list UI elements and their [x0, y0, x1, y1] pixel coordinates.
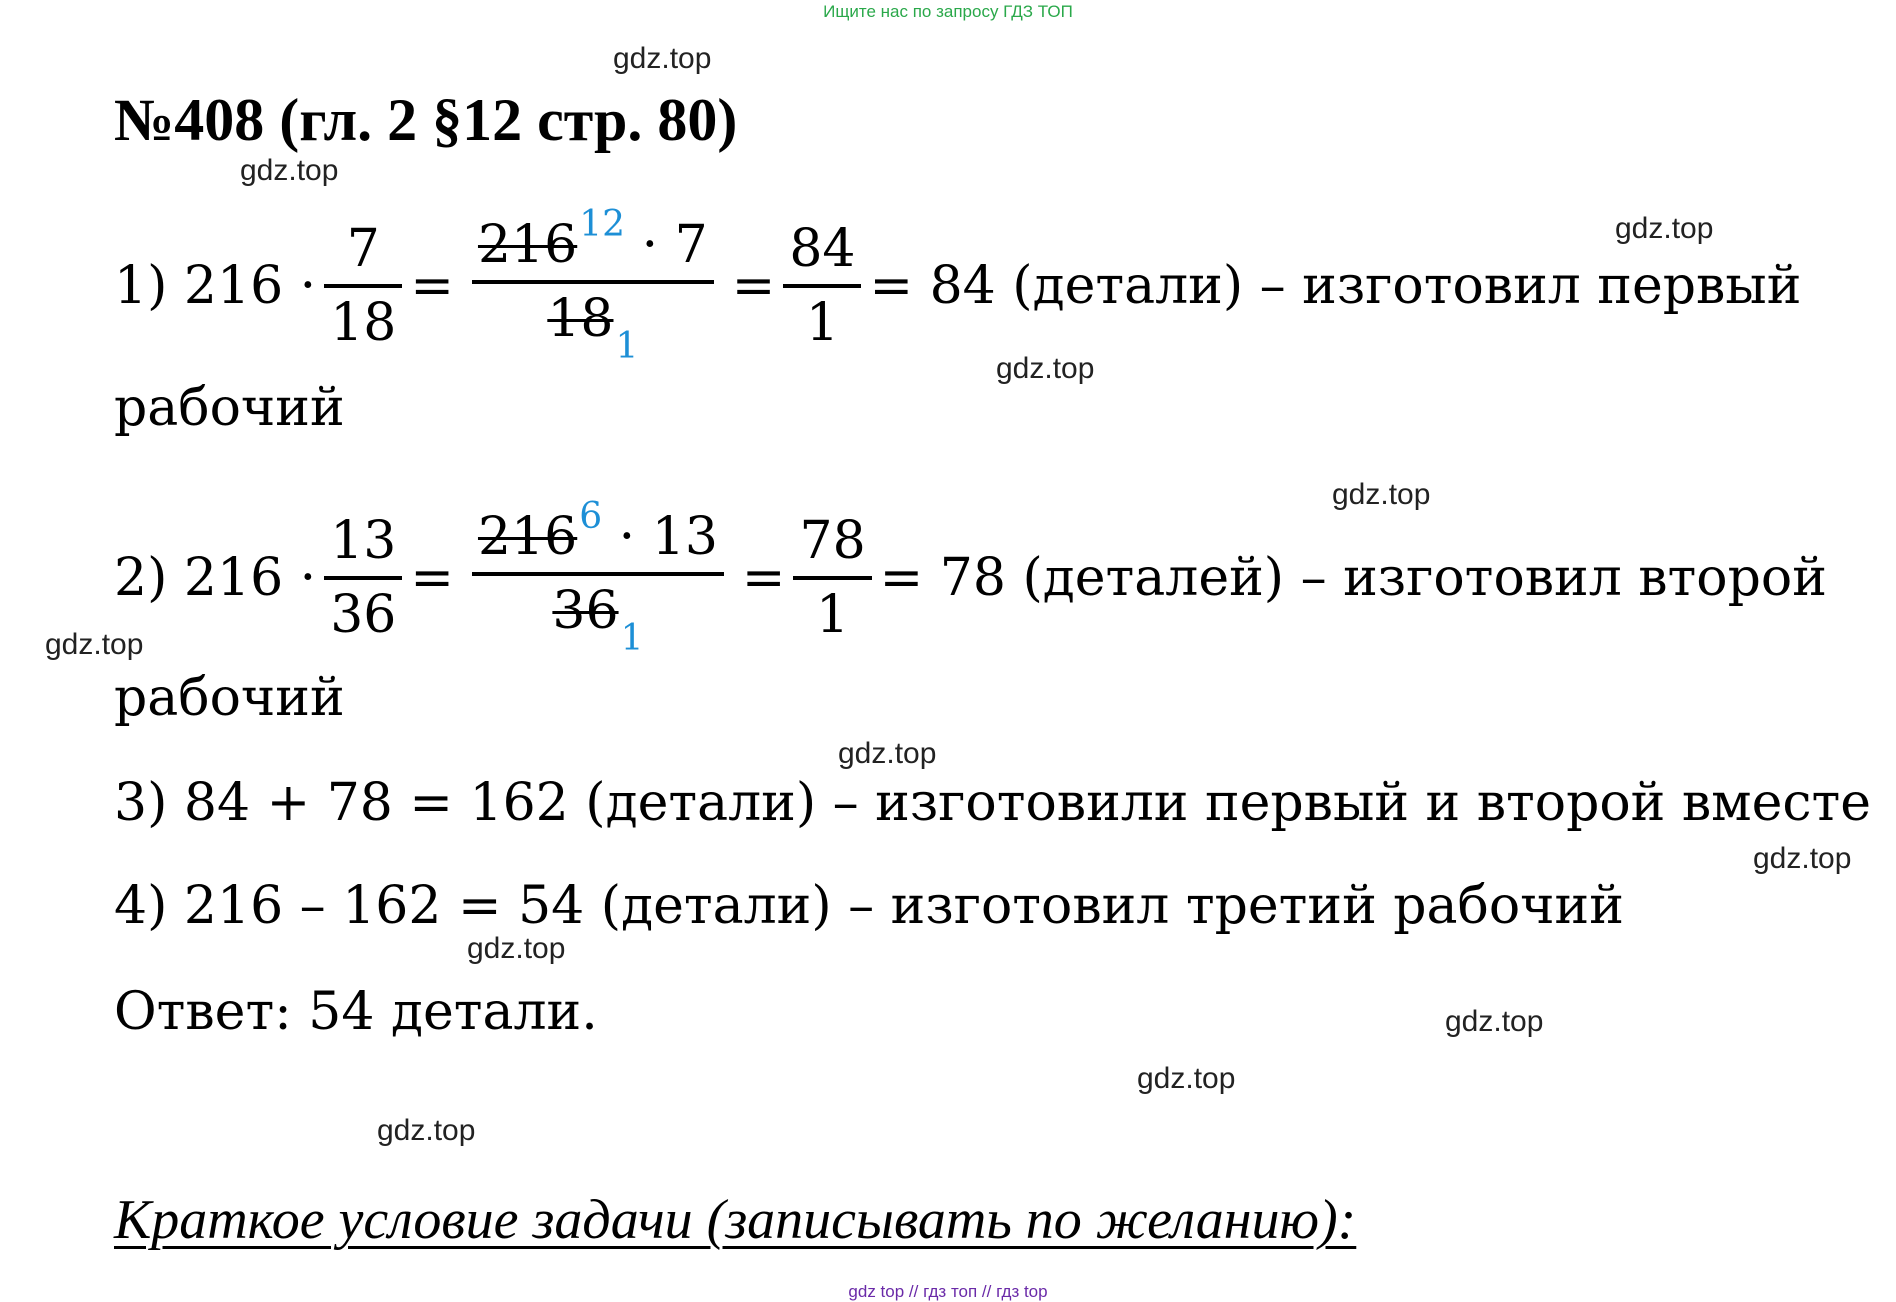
step-1-fraction-2 [472, 190, 714, 382]
watermark: gdz.top [377, 1114, 476, 1147]
step-2-fraction-1 [324, 506, 402, 650]
step-1-fraction-3-numerator: 84 [789, 219, 856, 279]
watermark: gdz.top [838, 737, 937, 770]
step-1-equation [114, 190, 1801, 382]
watermark: gdz.top [1332, 478, 1431, 511]
step-2-continuation: рабочий [114, 668, 345, 728]
watermark: gdz.top [467, 932, 566, 965]
struck-number: 36 [552, 581, 619, 641]
step-1-fraction-1 [324, 214, 402, 358]
step-2-tail: = 78 (деталей) – изготовил второй [879, 548, 1827, 608]
step-2-fraction-2-numerator [472, 482, 724, 572]
watermark: gdz.top [1445, 1005, 1544, 1038]
step-4: 4) 216 – 162 = 54 (детали) – изготовил третий рабочий [114, 876, 1624, 936]
numerator-rest: · 13 [618, 507, 718, 567]
step-2-fraction-2-denominator [546, 576, 649, 674]
step-1-continuation: рабочий [114, 378, 345, 438]
step-2-fraction-1-denominator: 36 [330, 585, 397, 645]
equals-sign: = [731, 256, 776, 316]
reduced-superscript: 6 [579, 496, 603, 537]
step-1-fraction-1-denominator: 18 [330, 293, 397, 353]
equals-sign: = [741, 548, 786, 608]
equals-sign: = [410, 256, 454, 316]
struck-number: 216 [477, 507, 578, 567]
short-condition-heading: Краткое условие задачи (записывать по желанию): [114, 1189, 1357, 1251]
step-2-prefix: 2) 216 · [114, 548, 317, 608]
watermark: gdz.top [1615, 212, 1714, 245]
step-2-fraction-3-numerator: 78 [799, 511, 866, 571]
step-2-equation [114, 482, 1827, 674]
step-1-fraction-2-denominator [541, 284, 644, 382]
reduced-subscript: 1 [615, 326, 639, 367]
watermark: gdz.top [996, 352, 1095, 385]
step-2-fraction-2 [472, 482, 724, 674]
step-1-fraction-2-numerator [472, 190, 714, 280]
watermark: gdz.top [1137, 1062, 1236, 1095]
equals-sign: = [410, 548, 454, 608]
step-2-fraction-3-denominator: 1 [816, 585, 850, 645]
watermark: gdz.top [45, 628, 144, 661]
reduced-subscript: 1 [620, 618, 644, 659]
step-2-fraction-3 [793, 506, 871, 650]
step-1-fraction-3-denominator: 1 [805, 293, 839, 353]
step-1-fraction-3 [783, 214, 861, 358]
step-2-fraction-1-numerator: 13 [330, 511, 397, 571]
footer-watermark: gdz top // гдз топ // гдз top [848, 1282, 1048, 1301]
watermark: gdz.top [240, 154, 339, 187]
struck-number: 216 [477, 215, 578, 275]
reduced-superscript: 12 [579, 204, 626, 245]
problem-title: №408 (гл. 2 §12 стр. 80) [114, 87, 738, 153]
top-search-note: Ищите нас по запросу ГДЗ ТОП [823, 2, 1073, 21]
numerator-rest: · 7 [641, 215, 708, 275]
step-1-prefix: 1) 216 · [114, 256, 317, 316]
answer: Ответ: 54 детали. [114, 982, 598, 1042]
step-1-tail: = 84 (детали) – изготовил первый [869, 256, 1802, 316]
struck-number: 18 [547, 289, 614, 349]
step-1-fraction-1-numerator: 7 [346, 219, 380, 279]
watermark: gdz.top [1753, 842, 1852, 875]
watermark: gdz.top [613, 42, 712, 75]
step-3: 3) 84 + 78 = 162 (детали) – изготовили первый и второй вместе [114, 773, 1872, 833]
